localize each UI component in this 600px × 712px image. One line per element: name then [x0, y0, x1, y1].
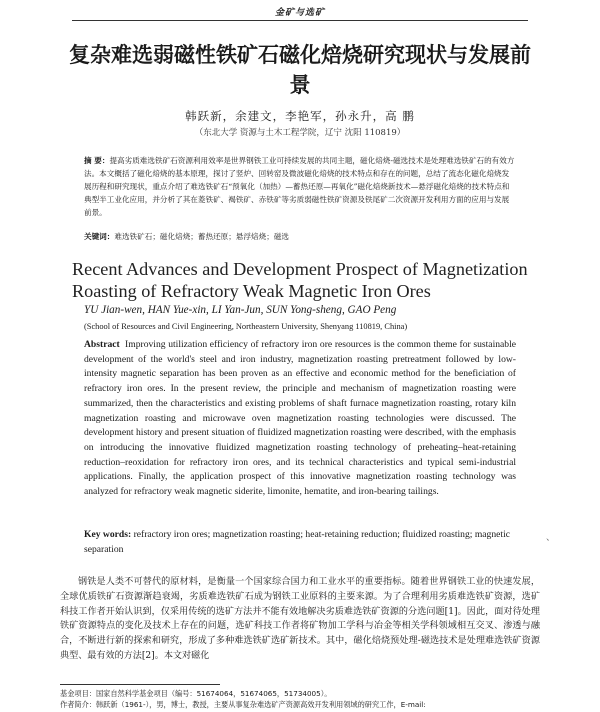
- english-abstract-label: Abstract: [84, 339, 120, 350]
- chinese-affiliation: （东北大学 资源与土木工程学院，辽宁 沈阳 110819）: [194, 128, 406, 138]
- chinese-abstract: [84, 154, 516, 219]
- chinese-keywords: [84, 230, 516, 243]
- chinese-authors: 韩跃新，余建文，李艳军，孙永升，高 鹏: [185, 109, 415, 123]
- english-keywords-text: refractory iron ores; magnetization roasting; heat-retaining reduction; fluidized roasting; magnetic separation: [84, 529, 510, 555]
- chinese-keywords-text: 难选铁矿石；磁化焙烧；蓄热还原；悬浮焙烧；磁选: [114, 232, 290, 241]
- footnote-fund: 基金项目：国家自然科学基金项目（编号：51674064，51674065，51734005）。: [60, 689, 332, 698]
- english-affiliation: (School of Resources and Civil Engineering, Northeastern University, Shenyang 110819, China): [84, 322, 408, 331]
- english-authors: YU Jian-wen, HAN Yue-xin, LI Yan-Jun, SUN Yong-sheng, GAO Peng: [84, 304, 397, 316]
- chinese-abstract-label: 摘 要：: [84, 156, 110, 165]
- chinese-abstract-text: 提高劣质难选铁矿石资源利用效率是世界钢铁工业可持续发展的共同主题，磁化焙烧-磁选技术是处理难选铁矿石的有效方法。本文概括了磁化焙烧的基本原理，探讨了竖炉、回转窑及微波磁化焙烧的技术特点和存在的问题，总结了流态化磁化焙烧发展历程和研究现状，重点介绍了难选铁矿石“预氧化（加热）—蓄热还原—再氧化”磁化焙烧新技术—悬浮磁化焙烧的技术特点和典型半工业化应用，并分析了其在菱铁矿、褐铁矿、赤铁矿等劣质弱磁性铁矿资源及铁尾矿二次资源开发利用方面的应用与发展前景。: [84, 156, 515, 217]
- chinese-title: 复杂难选弱磁性铁矿石磁化焙烧研究现状与发展前景: [69, 43, 531, 97]
- english-title: Recent Advances and Development Prospect of Magnetization Roasting of Refractory Weak Magnetic Iron Ores: [72, 259, 528, 301]
- english-abstract: [84, 338, 516, 500]
- body-paragraph: 钢铁是人类不可替代的原材料，是衡量一个国家综合国力和工业水平的重要指标。随着世界钢铁工业的快速发展，全球优质铁矿石资源渐趋衰竭，劣质难选铁矿石成为钢铁工业原料的主要来源。为了合理利用劣质难选铁矿资源，选矿科技工作者开始认识到，仅采用传统的选矿方法并不能有效地解决劣质难选铁矿资源的分选问题[1]。因此，面对待处理铁矿资源特点的变化及技术上存在的问题，选矿科技工作者将矿物加工学科与冶金等相关学科领域相互交叉、渗透与融合，不断进行新的探索和研究，形成了多种难选铁矿选矿新技术。其中，磁化焙烧预处理-磁选技术是处理难选铁矿资源典型、最有效的方法[2]。本文对磁化: [60, 577, 540, 661]
- english-keywords: [84, 528, 516, 557]
- chinese-keywords-label: 关键词：: [84, 232, 115, 241]
- header-rule: [72, 20, 528, 21]
- footnote-rule: [60, 684, 220, 685]
- footnote-author: 作者简介：韩跃新（1961-），男，博士，教授，主要从事复杂难选矿产资源高效开发利用领域的研究工作，E-mail:: [60, 700, 426, 709]
- journal-header: 金矿与选矿: [274, 8, 325, 18]
- english-keywords-label: Key words:: [84, 529, 132, 540]
- margin-mark: 、: [546, 533, 556, 543]
- english-abstract-text: Improving utilization efficiency of refractory iron ore resources is the common theme for sustainable development of the world's steel and iron industry, magnetization roasting pretreatment followed by low-intensity magnetic separation has been proven as an effective and economic method for the beneficiation of refractory iron ores. In the present review, the principle and mechanism of magnetization roasting were summarized, then the characteristics and existing problems of shaft furnace magnetization roasting, rotary kiln magnetization roasting and microwave oven magnetization roasting technologies were discussed. The development history and present situation of fluidized magnetization roasting were described, with the emphasis on introducing the innovative fluidized magnetization roasting technology of preheating–heat-retaining reduction–reoxidation for refractory iron ores, and its technical characteristics and typical semi-industrial applications. Finally, the application prospect of this innovative magnetization roasting technology was analyzed for refractory weak magnetic siderite, limonite, hematite, and iron-bearing tailings.: [84, 339, 517, 498]
